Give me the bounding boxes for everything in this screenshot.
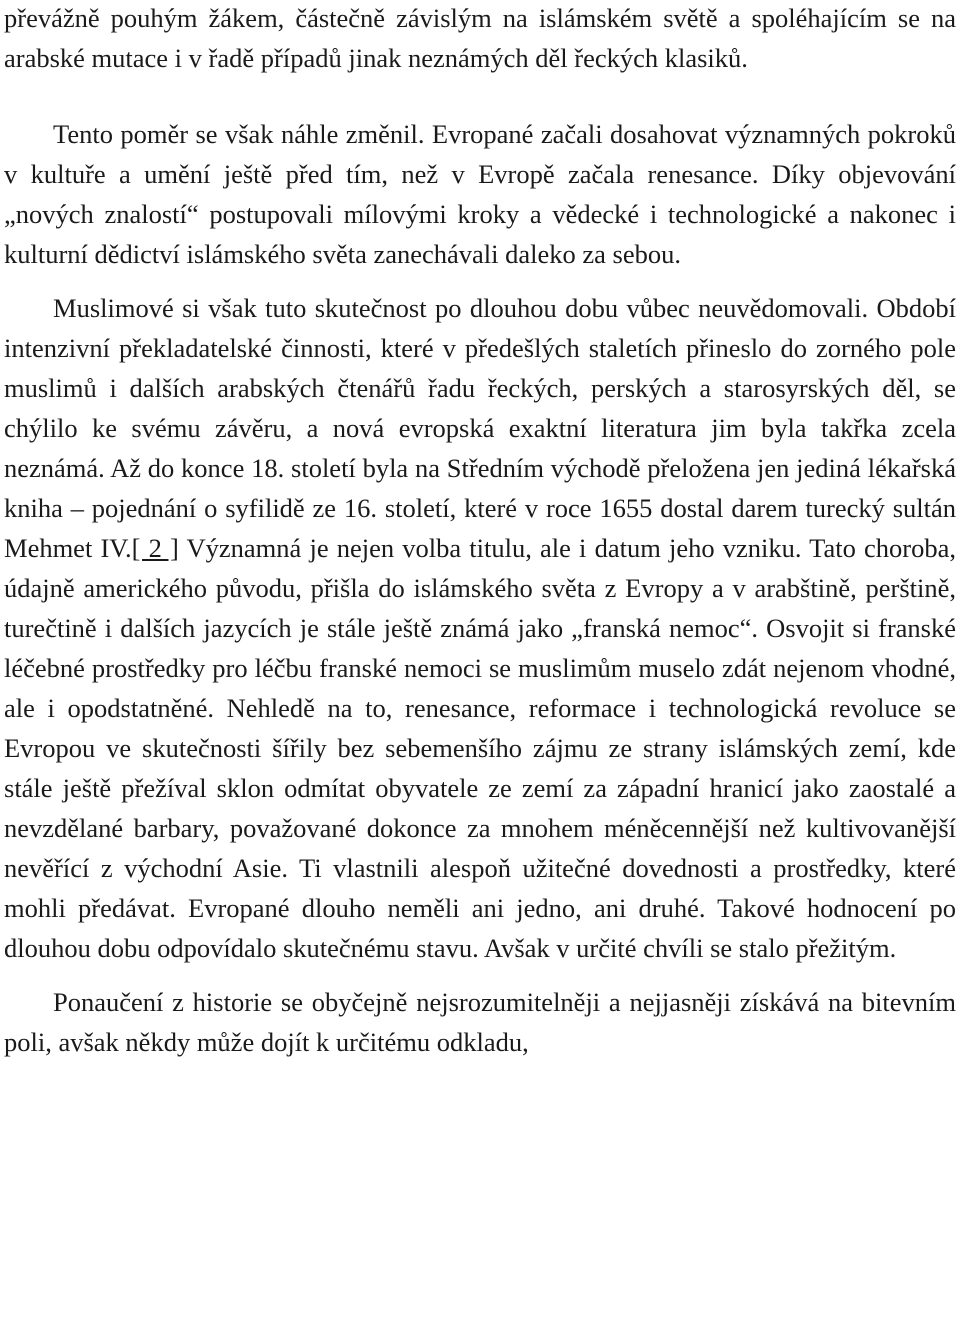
paragraph-text: převážně pouhým žákem, částečně závislým na islámském světě a spoléhajícím se na arabské mutace i v řadě případů jinak neznámých děl řeckých klasiků. bbox=[4, 3, 956, 73]
paragraph-text: Významná je nejen volba titulu, ale i datum jeho vzniku. Tato choroba, údajně amerického původu, přišla do islámského světa z Evropy a v arabštině, perštině, turečtině i dalších jazycích je stále ještě známá jako „franská nemoc“. Osvojit si franské léčebné prostředky pro léčbu franské nemoci se muslimům muselo zdát nejenom vhodné, ale i opodstatněné. Nehledě na to, renesance, reformace i technologická revoluce se Evropou ve skutečnosti šířily bez sebemenšího zájmu ze strany islámských zemí, kde stále ještě přežíval sklon odmítat obyvatele ze zemí za západní hranicí jako zaostalé a nevzdělané barbary, považované dokonce za mnohem méněcennější než kultivovanější nevěřící z východní Asie. Ti vlastnili alespoň užitečné dovednosti a prostředky, které mohli předávat. Evropané dlouho neměli ani jedno, ani druhé. Takové hodnocení po dlouhou dobu odpovídalo skutečnému stavu. Avšak v určité chvíli se stalo přežitým. bbox=[4, 533, 956, 963]
paragraph bbox=[4, 114, 956, 274]
paragraph-text: Muslimové si však tuto skutečnost po dlouhou dobu vůbec neuvědomovali. Období intenzivní překladatelské činnosti, které v předešlých staletích přineslo do zorného pole muslimů i dalších arabských čtenářů řadu řeckých, perských a starosyrských děl, se chýlilo ke svému závěru, a nová evropská exaktní literatura jim byla takřka zcela neznámá. Až do konce 18. století byla na Středním východě přeložena jen jediná lékařská kniha – pojednání o syfilidě ze 16. století, které v roce 1655 dostal darem turecký sultán Mehmet IV. bbox=[4, 293, 956, 563]
paragraph-text: Ponaučení z historie se obyčejně nejsrozumitelněji a nejjasněji získává na bitevním poli, avšak někdy může dojít k určitému odkladu, bbox=[4, 987, 956, 1057]
paragraph bbox=[4, 982, 956, 1062]
footnote-reference-link[interactable]: [ 2 ] bbox=[131, 533, 179, 563]
paragraph-text: Tento poměr se však náhle změnil. Evropané začali dosahovat významných pokroků v kultuře a umění ještě před tím, než v Evropě začala renesance. Díky objevování „nových znalostí“ postupovali mílovými kroky a vědecké i technologické a nakonec i kulturní dědictví islámského světa zanechávali daleko za sebou. bbox=[4, 119, 956, 269]
paragraph bbox=[4, 288, 956, 968]
paragraph-continuation bbox=[4, 0, 956, 78]
